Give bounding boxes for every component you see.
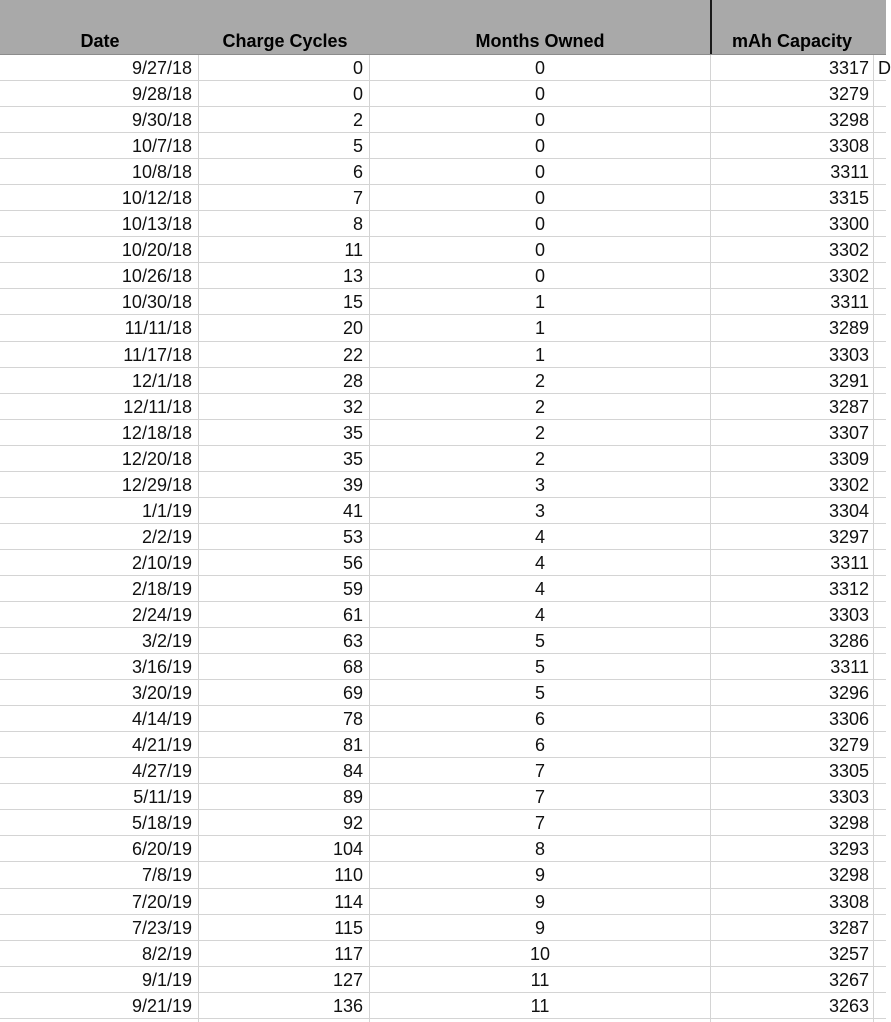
cell-date[interactable]: 10/13/18 <box>0 211 199 237</box>
cell-months-owned[interactable]: 2 <box>370 446 711 472</box>
cell-date[interactable]: 2/24/19 <box>0 602 199 628</box>
table-row <box>0 524 886 550</box>
cell-mah-capacity[interactable]: 3307 <box>711 420 874 446</box>
cell-mah-capacity[interactable]: 3263 <box>711 993 874 1019</box>
table-row <box>0 342 886 368</box>
cell-charge-cycles[interactable]: 5 <box>199 133 370 159</box>
cell-charge-cycles[interactable]: 63 <box>199 628 370 654</box>
cell-mah-capacity[interactable]: 3302 <box>711 472 874 498</box>
cell-charge-cycles[interactable]: 20 <box>199 315 370 341</box>
cell-date[interactable]: 11/17/18 <box>0 342 199 368</box>
cell-date[interactable]: 11/11/18 <box>0 315 199 341</box>
cell-mah-capacity[interactable]: 3298 <box>711 107 874 133</box>
cell-mah-capacity[interactable]: 3293 <box>711 836 874 862</box>
table-row <box>0 758 886 784</box>
cell-months-owned[interactable]: 5 <box>370 680 711 706</box>
table-row <box>0 263 886 289</box>
cell-charge-cycles[interactable]: 8 <box>199 211 370 237</box>
cell-charge-cycles[interactable]: 39 <box>199 472 370 498</box>
cell-mah-capacity[interactable]: 3298 <box>711 862 874 888</box>
cell-months-owned[interactable]: 5 <box>370 654 711 680</box>
cell-mah-capacity[interactable]: 3311 <box>711 289 874 315</box>
cell-mah-capacity[interactable]: 3300 <box>711 211 874 237</box>
cell-months-owned[interactable]: 8 <box>370 836 711 862</box>
cell-months-owned[interactable]: 4 <box>370 524 711 550</box>
cell-date[interactable]: 5/11/19 <box>0 784 199 810</box>
cell-date[interactable]: 10/7/18 <box>0 133 199 159</box>
cell-charge-cycles[interactable]: 56 <box>199 550 370 576</box>
cell-mah-capacity[interactable]: 3309 <box>711 446 874 472</box>
cell-mah-capacity[interactable]: 3291 <box>711 368 874 394</box>
cell-months-owned[interactable]: 7 <box>370 758 711 784</box>
cell-mah-capacity[interactable]: 3312 <box>711 576 874 602</box>
cell-date[interactable]: 10/8/18 <box>0 159 199 185</box>
cell-date[interactable]: 10/26/18 <box>0 263 199 289</box>
cell-charge-cycles[interactable]: 84 <box>199 758 370 784</box>
cell-mah-capacity[interactable]: 3311 <box>711 654 874 680</box>
table-row <box>0 654 886 680</box>
cell-months-owned[interactable]: 3 <box>370 498 711 524</box>
cell-months-owned[interactable]: 1 <box>370 342 711 368</box>
cell-mah-capacity[interactable]: 3302 <box>711 263 874 289</box>
cell-charge-cycles[interactable]: 41 <box>199 498 370 524</box>
table-row <box>0 550 886 576</box>
cell-date[interactable]: 12/29/18 <box>0 472 199 498</box>
cell-date[interactable]: 10/12/18 <box>0 185 199 211</box>
table-row <box>0 628 886 654</box>
cell-date[interactable]: 4/27/19 <box>0 758 199 784</box>
cell-charge-cycles[interactable]: 28 <box>199 368 370 394</box>
cell-charge-cycles[interactable]: 117 <box>199 941 370 967</box>
cell-charge-cycles[interactable]: 68 <box>199 654 370 680</box>
cell-charge-cycles[interactable]: 7 <box>199 185 370 211</box>
table-row <box>0 107 886 133</box>
cell-mah-capacity[interactable]: 3298 <box>711 810 874 836</box>
table-row <box>0 315 886 341</box>
table-row <box>0 185 886 211</box>
cell-mah-capacity[interactable]: 3303 <box>711 784 874 810</box>
cell-months-owned[interactable]: 0 <box>370 107 711 133</box>
table-row <box>0 784 886 810</box>
cell-months-owned[interactable]: 0 <box>370 237 711 263</box>
cell-months-owned[interactable]: 2 <box>370 394 711 420</box>
cell-mah-capacity[interactable]: 3287 <box>711 394 874 420</box>
cell-date[interactable]: 3/2/19 <box>0 628 199 654</box>
cell-date[interactable]: 3/20/19 <box>0 680 199 706</box>
cell-charge-cycles[interactable]: 35 <box>199 446 370 472</box>
table-row <box>0 889 886 915</box>
cell-date[interactable]: 2/2/19 <box>0 524 199 550</box>
cell-mah-capacity[interactable]: 3296 <box>711 680 874 706</box>
cell-charge-cycles[interactable]: 35 <box>199 420 370 446</box>
header-charge-cycles[interactable]: Charge Cycles <box>222 31 348 51</box>
cell-charge-cycles[interactable]: 0 <box>199 55 370 81</box>
cell-months-owned[interactable]: 6 <box>370 706 711 732</box>
cell-charge-cycles[interactable]: 15 <box>199 289 370 315</box>
table-row <box>0 237 886 263</box>
cell-mah-capacity[interactable]: 3308 <box>711 133 874 159</box>
cell-months-owned[interactable]: 0 <box>370 159 711 185</box>
cell-months-owned[interactable]: 2 <box>370 368 711 394</box>
cell-charge-cycles[interactable]: 81 <box>199 732 370 758</box>
cell-charge-cycles[interactable]: 6 <box>199 159 370 185</box>
table-row <box>0 576 886 602</box>
table-row <box>0 602 886 628</box>
cell-months-owned[interactable]: 10 <box>370 941 711 967</box>
table-row <box>0 498 886 524</box>
cell-charge-cycles[interactable]: 110 <box>199 862 370 888</box>
cell-date[interactable]: 9/27/18 <box>0 55 199 81</box>
cell-mah-capacity[interactable]: 3257 <box>711 941 874 967</box>
table-row <box>0 836 886 862</box>
cell-date[interactable]: 4/14/19 <box>0 706 199 732</box>
cell-date[interactable]: 12/18/18 <box>0 420 199 446</box>
table-row <box>0 55 891 81</box>
cell-months-owned[interactable]: 2 <box>370 420 711 446</box>
cell-months-owned[interactable]: 3 <box>370 472 711 498</box>
cell-charge-cycles[interactable]: 136 <box>199 993 370 1019</box>
header-date[interactable]: Date <box>80 31 120 51</box>
cell-mah-capacity[interactable]: 3279 <box>711 732 874 758</box>
table-row <box>0 967 886 993</box>
cell-mah-capacity[interactable]: 3267 <box>711 967 874 993</box>
cell-date[interactable]: 7/23/19 <box>0 915 199 941</box>
cell-mah-capacity[interactable]: 3306 <box>711 706 874 732</box>
table-row <box>0 680 886 706</box>
cell-mah-capacity[interactable]: 3303 <box>711 342 874 368</box>
cell-months-owned[interactable]: 6 <box>370 732 711 758</box>
cell-overflow-text[interactable]: D <box>878 58 891 78</box>
cell-months-owned[interactable]: 0 <box>370 211 711 237</box>
table-row <box>0 394 886 420</box>
cell-mah-capacity[interactable]: 3311 <box>711 550 874 576</box>
data-rows <box>0 55 891 1019</box>
cell-charge-cycles[interactable]: 104 <box>199 836 370 862</box>
cell-charge-cycles[interactable]: 69 <box>199 680 370 706</box>
cell-date[interactable]: 12/20/18 <box>0 446 199 472</box>
table-row <box>0 446 886 472</box>
table-row <box>0 368 886 394</box>
cell-months-owned[interactable]: 5 <box>370 628 711 654</box>
cell-charge-cycles[interactable]: 114 <box>199 889 370 915</box>
table-row <box>0 81 886 107</box>
cell-months-owned[interactable]: 1 <box>370 289 711 315</box>
header-row <box>0 0 886 55</box>
cell-months-owned[interactable]: 0 <box>370 55 711 81</box>
cell-mah-capacity[interactable]: 3308 <box>711 889 874 915</box>
grid-tail <box>0 1016 886 1022</box>
cell-charge-cycles[interactable]: 53 <box>199 524 370 550</box>
cell-date[interactable]: 4/21/19 <box>0 732 199 758</box>
cell-months-owned[interactable]: 9 <box>370 889 711 915</box>
cell-mah-capacity[interactable]: 3315 <box>711 185 874 211</box>
cell-mah-capacity[interactable]: 3311 <box>711 159 874 185</box>
cell-charge-cycles[interactable]: 2 <box>199 107 370 133</box>
cell-months-owned[interactable]: 0 <box>370 185 711 211</box>
cell-date[interactable]: 2/10/19 <box>0 550 199 576</box>
table-row <box>0 159 886 185</box>
cell-date[interactable]: 3/16/19 <box>0 654 199 680</box>
cell-date[interactable]: 6/20/19 <box>0 836 199 862</box>
header-mah-capacity[interactable]: mAh Capacity <box>731 31 853 51</box>
cell-mah-capacity[interactable]: 3287 <box>711 915 874 941</box>
cell-date[interactable]: 9/28/18 <box>0 81 199 107</box>
cell-date[interactable]: 9/30/18 <box>0 107 199 133</box>
cell-charge-cycles[interactable]: 61 <box>199 602 370 628</box>
cell-charge-cycles[interactable]: 59 <box>199 576 370 602</box>
table-row <box>0 133 886 159</box>
cell-months-owned[interactable]: 11 <box>370 967 711 993</box>
cell-months-owned[interactable]: 0 <box>370 81 711 107</box>
cell-charge-cycles[interactable]: 22 <box>199 342 370 368</box>
cell-mah-capacity[interactable]: 3303 <box>711 602 874 628</box>
cell-months-owned[interactable]: 4 <box>370 550 711 576</box>
cell-charge-cycles[interactable]: 115 <box>199 915 370 941</box>
table-row <box>0 915 886 941</box>
cell-months-owned[interactable]: 4 <box>370 602 711 628</box>
table-row <box>0 993 886 1019</box>
cell-date[interactable]: 12/1/18 <box>0 368 199 394</box>
table-row <box>0 706 886 732</box>
cell-charge-cycles[interactable]: 92 <box>199 810 370 836</box>
table-row <box>0 472 886 498</box>
cell-mah-capacity[interactable]: 3279 <box>711 81 874 107</box>
cell-months-owned[interactable]: 0 <box>370 133 711 159</box>
cell-date[interactable]: 5/18/19 <box>0 810 199 836</box>
cell-mah-capacity[interactable]: 3305 <box>711 758 874 784</box>
cell-charge-cycles[interactable]: 13 <box>199 263 370 289</box>
cell-date[interactable]: 2/18/19 <box>0 576 199 602</box>
cell-months-owned[interactable]: 7 <box>370 784 711 810</box>
cell-charge-cycles[interactable]: 11 <box>199 237 370 263</box>
cell-months-owned[interactable]: 4 <box>370 576 711 602</box>
table-row <box>0 289 886 315</box>
cell-months-owned[interactable]: 9 <box>370 915 711 941</box>
cell-months-owned[interactable]: 1 <box>370 315 711 341</box>
cell-months-owned[interactable]: 0 <box>370 263 711 289</box>
cell-mah-capacity[interactable]: 3302 <box>711 237 874 263</box>
cell-months-owned[interactable]: 11 <box>370 993 711 1019</box>
cell-date[interactable]: 7/20/19 <box>0 889 199 915</box>
cell-date[interactable]: 12/11/18 <box>0 394 199 420</box>
cell-date[interactable]: 10/30/18 <box>0 289 199 315</box>
cell-mah-capacity[interactable]: 3304 <box>711 498 874 524</box>
cell-charge-cycles[interactable]: 0 <box>199 81 370 107</box>
cell-mah-capacity[interactable]: 3317 <box>711 55 874 81</box>
cell-charge-cycles[interactable]: 32 <box>199 394 370 420</box>
table-row <box>0 211 886 237</box>
cell-date[interactable]: 7/8/19 <box>0 862 199 888</box>
cell-date[interactable]: 10/20/18 <box>0 237 199 263</box>
cell-charge-cycles[interactable]: 89 <box>199 784 370 810</box>
cell-charge-cycles[interactable]: 78 <box>199 706 370 732</box>
table-row <box>0 862 886 888</box>
table-row <box>0 941 886 967</box>
table-row <box>0 810 886 836</box>
cell-charge-cycles[interactable]: 127 <box>199 967 370 993</box>
cell-mah-capacity[interactable]: 3286 <box>711 628 874 654</box>
cell-date[interactable]: 9/1/19 <box>0 967 199 993</box>
table-row <box>0 420 886 446</box>
cell-date[interactable]: 9/21/19 <box>0 993 199 1019</box>
cell-mah-capacity[interactable]: 3289 <box>711 315 874 341</box>
cell-months-owned[interactable]: 9 <box>370 862 711 888</box>
cell-mah-capacity[interactable]: 3297 <box>711 524 874 550</box>
header-months-owned[interactable]: Months Owned <box>475 31 605 51</box>
cell-date[interactable]: 1/1/19 <box>0 498 199 524</box>
cell-months-owned[interactable]: 7 <box>370 810 711 836</box>
table-row <box>0 732 886 758</box>
cell-date[interactable]: 8/2/19 <box>0 941 199 967</box>
